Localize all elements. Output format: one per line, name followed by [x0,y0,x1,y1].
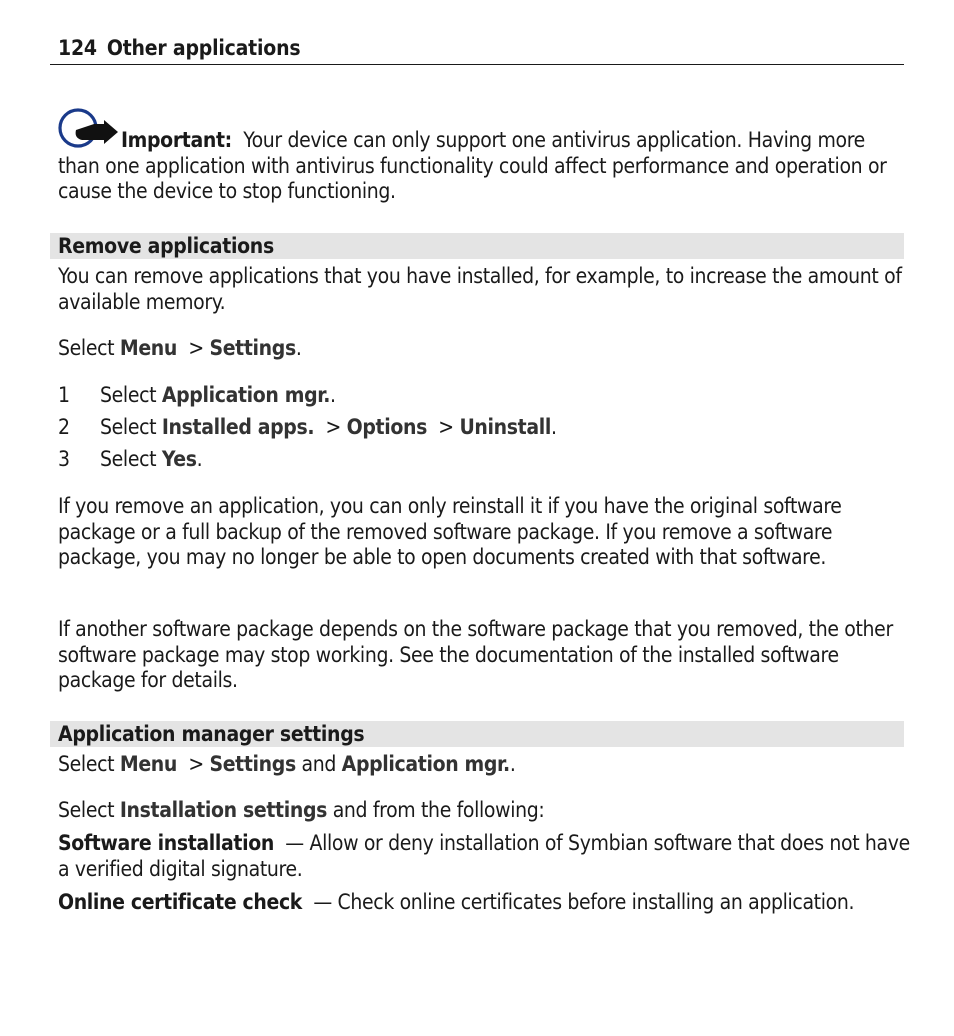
settings-path: Select Menu > Settings and Application mgr.. [58,752,516,776]
page-number: 124 [58,36,97,60]
section-heading-text: Remove applications [58,234,274,258]
settings-ref: Settings [209,336,296,360]
menu-ref: Menu [119,336,177,360]
option-software-installation: Software installation — Allow or deny installation of Symbian software that does not have a verified digital signature. [58,831,910,881]
remove-para-2: If another software package depends on the software package that you removed, the other software package may stop working. See the documentation of the installed software package for details. [58,617,893,692]
section-title: Other applications [106,36,301,60]
section-heading-text: Application manager settings [58,722,365,746]
yes-ref: Yes [161,447,197,471]
remove-path: Select Menu > Settings. [58,336,302,360]
important-text: Your device can only support one antivirus application. Having more than one application with antivirus functionality could affect performance and operation or cause the device to stop functioning. [58,128,887,203]
option-desc: Check online certificates before installing an application. [337,890,855,914]
uninstall-ref: Uninstall [459,415,551,439]
option-term: Online certificate check [58,890,303,914]
app-mgr-ref: Application mgr. [341,752,510,776]
app-mgr-ref: Application mgr. [161,383,331,407]
option-term: Software installation [58,831,274,855]
section-heading-remove [50,233,904,259]
important-label: Important: [121,128,232,152]
menu-ref: Menu [119,752,177,776]
remove-para-1: If you remove an application, you can only reinstall it if you have the original software package or a full backup of the removed software package. If you remove a software package, you may no longer be able to open documents created with that software. [58,494,842,569]
remove-intro: You can remove applications that you have installed, for example, to increase the amount of available memory. [58,264,902,314]
section-heading-settings [50,721,904,747]
options-ref: Options [346,415,427,439]
install-settings-line: Select Installation settings and from the following: [58,798,545,822]
installed-apps-ref: Installed apps. [161,415,315,439]
option-online-certificate-check: Online certificate check — Check online certificates before installing an application. [58,890,855,914]
page-header [50,36,904,65]
option-desc: Allow or deny installation of Symbian software that does not have a verified digital signature. [58,831,910,881]
important-note [50,128,916,205]
settings-ref: Settings [209,752,296,776]
installation-settings-ref: Installation settings [119,798,328,822]
